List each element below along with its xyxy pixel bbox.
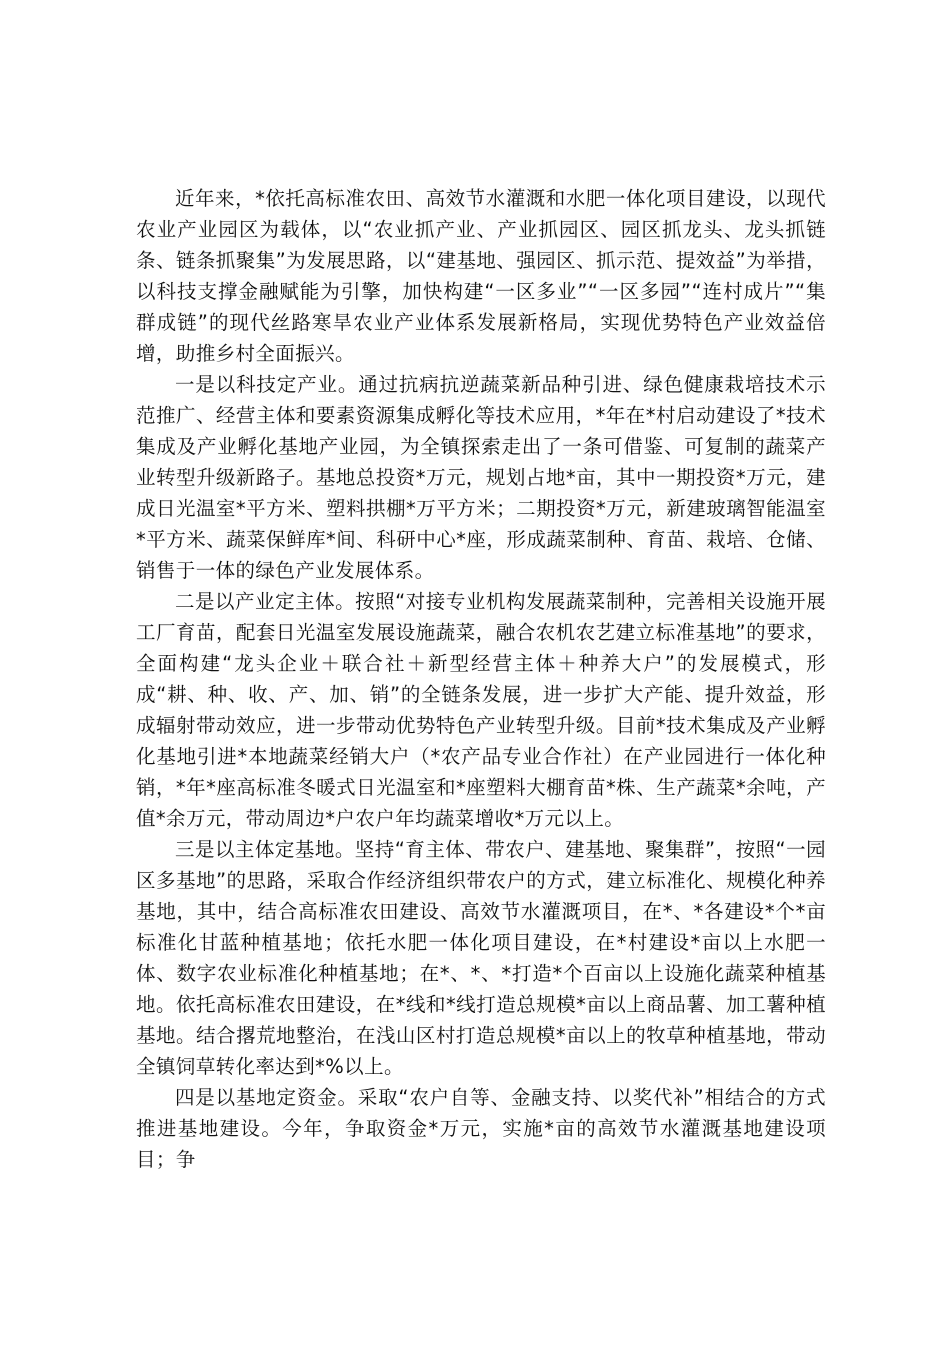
paragraph-industry-entity: 二是以产业定主体。按照“对接专业机构发展蔬菜制种，完善相关设施开展工厂育苗，配套日光温室发展设施蔬菜，融合农机农艺建立标准基地”的要求，全面构建“龙头企业＋联合社＋新型经营主体＋种养大户”的发展模式，形成“耕、种、收、产、加、销”的全链条发展，进一步扩大产能、提升效益，形成辐射带动效应，进一步带动优势特色产业转型升级。目前*技术集成及产业孵化基地引进*本地蔬菜经销大户（*农产品专业合作社）在产业园进行一体化种销，*年*座高标准冬暖式日光温室和*座塑料大棚育苗*株、生产蔬菜*余吨，产值*余万元，带动周边*户农户年均蔬菜增收*万元以上。 <box>136 590 826 830</box>
intro-paragraph: 近年来，*依托高标准农田、高效节水灌溉和水肥一体化项目建设，以现代农业产业园区为载体，以“农业抓产业、产业抓园区、园区抓龙头、龙头抓链条、链条抓聚集”为发展思路，以“建基地、强园区、抓示范、提效益”为举措，以科技支撑金融赋能为引擎，加快构建“一区多业”“一区多园”“连村成片”“集群成链”的现代丝路寒旱农业产业体系发展新格局，实现优势特色产业效益倍增，助推乡村全面振兴。 <box>136 187 826 365</box>
paragraph-base-funding: 四是以基地定资金。采取“农户自等、金融支持、以奖代补”相结合的方式推进基地建设。今年，争取资金*万元，实施*亩的高效节水灌溉基地建设项目；争 <box>136 1086 826 1171</box>
document-body <box>136 183 826 1175</box>
paragraph-tech-industry: 一是以科技定产业。通过抗病抗逆蔬菜新品种引进、绿色健康栽培技术示范推广、经营主体和要素资源集成孵化等技术应用，*年在*村启动建设了*技术集成及产业孵化基地产业园，为全镇探索走出了一条可借鉴、可复制的蔬菜产业转型升级新路子。基地总投资*万元，规划占地*亩，其中一期投资*万元，建成日光温室*平方米、塑料拱棚*万平方米；二期投资*万元，新建玻璃智能温室*平方米、蔬菜保鲜库*间、科研中心*座，形成蔬菜制种、育苗、栽培、仓储、销售于一体的绿色产业发展体系。 <box>136 373 826 582</box>
paragraph-entity-base: 三是以主体定基地。坚持“育主体、带农户、建基地、聚集群”，按照“一园区多基地”的思路，采取合作经济组织带农户的方式，建立标准化、规模化种养基地，其中，结合高标准农田建设、高效节水灌溉项目，在*、*各建设*个*亩标准化甘蓝种植基地；依托水肥一体化项目建设，在*村建设*亩以上水肥一体、数字农业标准化种植基地；在*、*、*打造*个百亩以上设施化蔬菜种植基地。依托高标准农田建设，在*线和*线打造总规模*亩以上商品薯、加工薯种植基地。结合撂荒地整治，在浅山区村打造总规模*亩以上的牧草种植基地，带动全镇饲草转化率达到*%以上。 <box>136 838 826 1078</box>
